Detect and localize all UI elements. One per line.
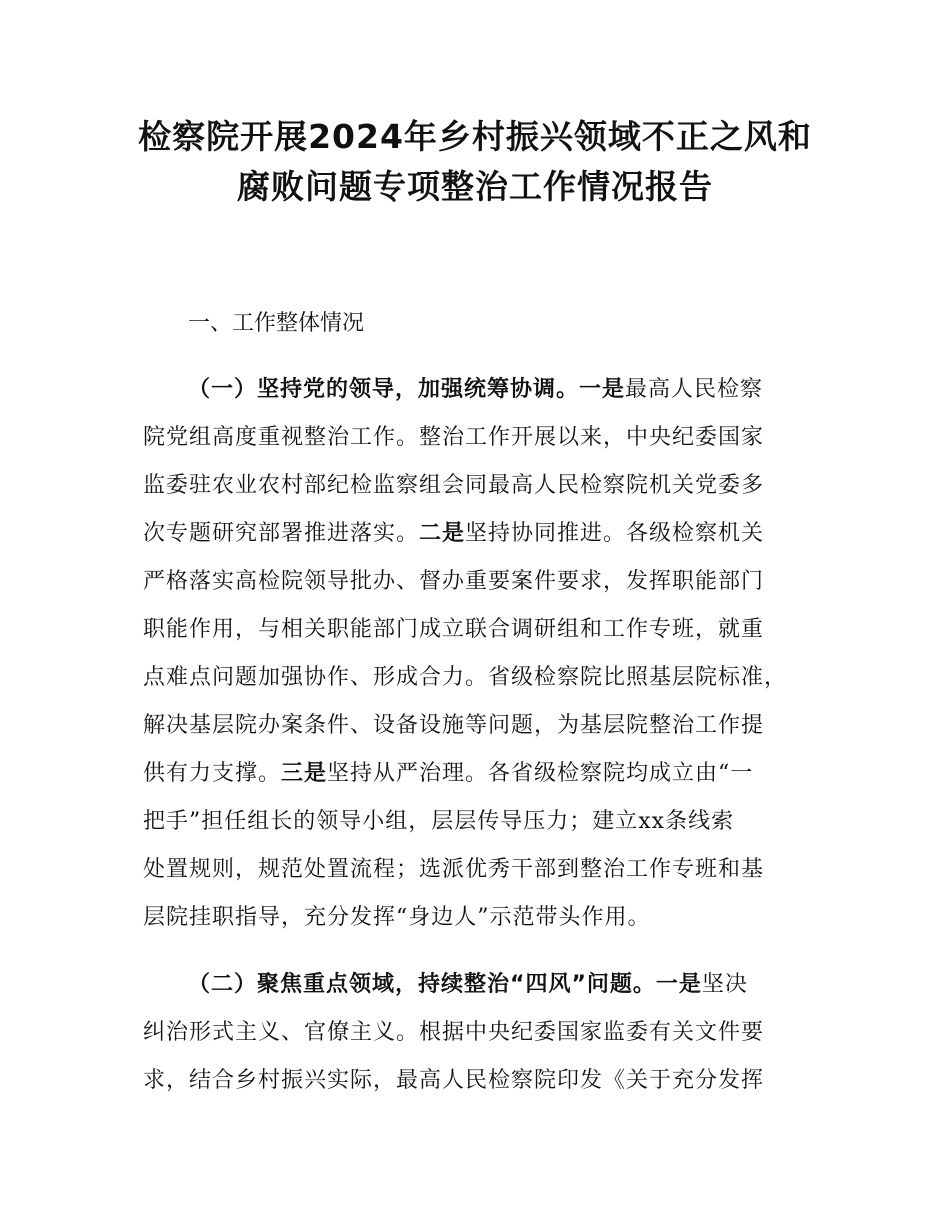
bold-lead-text: （一）坚持党的领导，加强统筹协调。一是: [188, 377, 626, 402]
section-heading: 一、工作整体情况: [188, 311, 365, 336]
body-text: 坚持从严治理。各省级检察院均成立由“一: [327, 761, 754, 786]
document-title-line-1: 检察院开展2024年乡村振兴领域不正之风和: [138, 117, 812, 156]
body-text: 最高人民检察: [625, 377, 764, 402]
paragraph-1-line-5: 严格落实高检院领导批办、督办重要案件要求，发挥职能部门: [143, 569, 765, 594]
bold-lead-text: （二）聚焦重点领域，持续整治“四风”问题。一是: [188, 972, 702, 997]
paragraph-2-line-3: 求，结合乡村振兴实际，最高人民检察院印发《关于充分发挥: [143, 1068, 765, 1093]
paragraph-2-line-1: [188, 966, 813, 1004]
paragraph-2-line-2: 纠治形式主义、官僚主义。根据中央纪委国家监委有关文件要: [143, 1020, 765, 1045]
paragraph-1-line-3: 监委驻农业农村部纪检监察组会同最高人民检察院机关党委多: [143, 473, 765, 498]
bold-lead-text: 三是: [281, 761, 328, 786]
paragraph-1-line-6: 职能作用，与相关职能部门成立联合调研组和工作专班，就重: [143, 617, 765, 642]
paragraph-1-line-12: 层院挂职指导，充分发挥“身边人”示范带头作用。: [143, 905, 651, 930]
body-text: 坚持协同推进。各级检察机关: [465, 521, 765, 546]
bold-lead-text: 二是: [419, 521, 466, 546]
body-text: 坚决: [701, 972, 748, 997]
document-title-line-2: 腐败问题专项整治工作情况报告: [237, 167, 713, 206]
body-text: 供有力支撑。: [143, 761, 282, 786]
paragraph-1-line-11: 处置规则，规范处置流程；选派优秀干部到整治工作专班和基: [143, 857, 765, 882]
paragraph-1-line-9: [143, 755, 813, 793]
body-text: 次专题研究部署推进落实。: [143, 521, 420, 546]
paragraph-1-line-10: 把手”担任组长的领导小组，层层传导压力；建立xx条线索: [143, 809, 735, 834]
paragraph-1-line-4: [143, 515, 813, 553]
paragraph-1-line-8: 解决基层院办案条件、设备设施等问题，为基层院整治工作提: [143, 713, 765, 738]
paragraph-1-line-1: [188, 371, 813, 409]
paragraph-1-line-7: 点难点问题加强协作、形成合力。省级检察院比照基层院标准，: [143, 665, 788, 690]
paragraph-1-line-2: 院党组高度重视整治工作。整治工作开展以来，中央纪委国家: [143, 425, 765, 450]
